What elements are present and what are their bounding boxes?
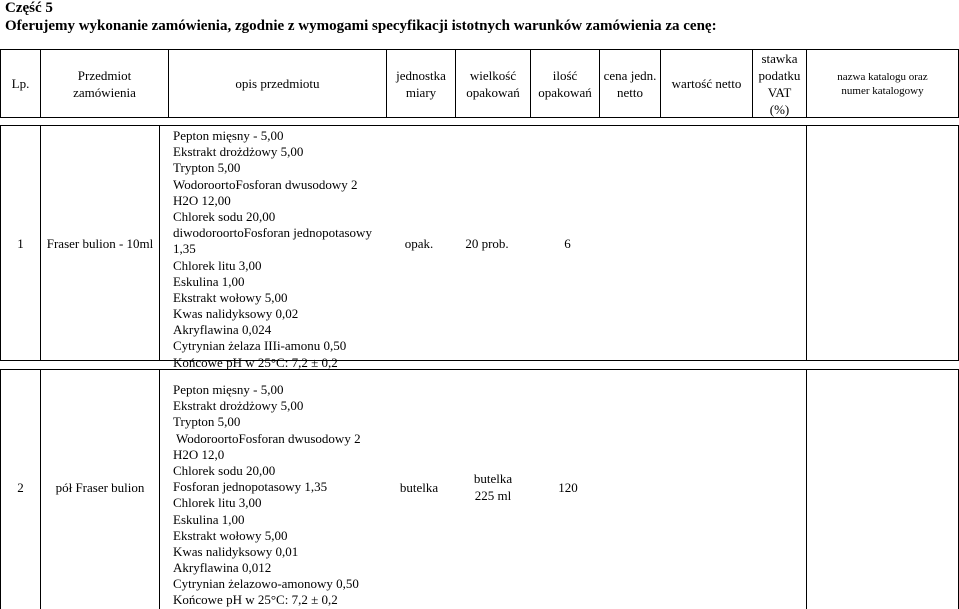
header-przedmiot [41,50,168,117]
row2-jednostka [393,370,445,604]
header-katalog-line2: numer katalogowy [841,84,924,97]
row1-opis-line: WodoroortoFosforan dwusodowy 2 [173,176,358,192]
row2-opis-line: Końcowe pH w 25°C: 7,2 ± 0,2 [173,592,338,608]
row1-wielkosc [452,126,522,360]
header-katalog-line1: nazwa katalogu oraz [837,70,928,83]
header-jednostka-line1: jednostka [396,67,446,83]
row2-lp [1,370,40,604]
header-ilosc-line2: opakowań [538,84,592,100]
header-bottom-line [0,117,959,118]
row2-ilosc [553,370,583,604]
row1-opis-line: Eskulina 1,00 [173,273,245,289]
row1-wielkosc-text: 20 prob. [465,235,509,251]
row2-jednostka-text: butelka [399,479,439,495]
row1-jednostka-text: opak. [404,235,434,251]
row1-opis [173,128,372,371]
header-przedmiot-line1: Przedmiot [77,67,132,83]
row2-opis-line: Chlorek sodu 20,00 [173,462,276,478]
row2-opis-line: Ekstrakt wołowy 5,00 [173,527,288,543]
row2-ilosc-text: 120 [558,479,578,495]
row2-col-line [806,369,807,609]
row2-opis-line: Chlorek litu 3,00 [173,495,262,511]
header-jednostka-line2: miary [405,84,437,100]
row1-opis-line: H2O 12,00 [173,192,231,208]
header-cena [600,50,660,117]
header-opis-text: opis przedmiotu [235,76,320,91]
header-stawka-line3: VAT [767,84,792,100]
header-ilosc [531,50,599,117]
header-cena-line1: cena jedn. [603,67,657,83]
row1-opis-line: Ekstrakt wołowy 5,00 [173,289,288,305]
row1-jednostka [397,126,441,360]
row1-przedmiot-text: Fraser bulion - 10ml [46,235,154,251]
row1-opis-line: Cytrynian żelaza IIIi-amonu 0,50 [173,338,347,354]
header-cena-line2: netto [617,84,643,100]
row2-opis-line: Kwas nalidyksowy 0,01 [173,543,299,559]
header-wielkosc-line2: opakowań [466,84,520,100]
row2-lp-text: 2 [17,479,24,495]
row1-col-line [159,125,160,361]
row1-ilosc-text: 6 [564,235,571,251]
row1-lp [1,126,40,360]
row2-opis [173,382,361,609]
offer-statement: Oferujemy wykonanie zamówienia, zgodnie z wymogami specyfikacji istotnych warunków zamówienia za cenę: [5,18,717,34]
header-wielkosc-line1: wielkość [469,67,517,83]
header-lp [1,50,40,117]
row2-opis-line: Fosforan jednopotasowy 1,35 [173,479,328,495]
row1-opis-line: diwodoroortoFosforan jednopotasowy [173,225,372,241]
row1-opis-line: Trypton 5,00 [173,160,241,176]
row2-przedmiot [41,370,159,604]
row1-opis-line: Chlorek litu 3,00 [173,257,262,273]
row2-opis-line: Cytrynian żelazowo-amonowy 0,50 [173,576,359,592]
row1-bottom-line [0,360,959,361]
row1-ilosc [555,126,580,360]
row1-opis-line: Końcowe pH w 25°C: 7,2 ± 0,2 [173,354,338,370]
row1-opis-line: Chlorek sodu 20,00 [173,208,276,224]
header-jednostka [387,50,455,117]
header-wartosc [661,50,752,117]
part-title: Część 5 [5,0,53,16]
row1-lp-text: 1 [17,235,24,251]
header-opis [169,50,386,117]
row1-przedmiot [41,126,159,360]
row2-opis-line: Akryflawina 0,012 [173,560,272,576]
header-wielkosc [456,50,530,117]
header-stawka-line1: stawka [761,50,798,66]
row2-wielkosc-line2: 225 ml [474,488,512,503]
row2-przedmiot-text: pół Fraser bulion [55,479,145,495]
row2-opis-line: Eskulina 1,00 [173,511,245,527]
header-przedmiot-line2: zamówienia [73,84,136,100]
row2-opis-line: WodoroortoFosforan dwusodowy 2 [173,430,361,446]
row2-opis-line: Ekstrakt drożdżowy 5,00 [173,398,304,414]
row1-opis-line: Pepton mięsny - 5,00 [173,128,284,143]
row2-wielkosc [463,370,523,604]
row1-col-line [806,125,807,361]
header-lp-text: Lp. [11,76,30,91]
row2-opis-line: Pepton mięsny - 5,00 [173,382,284,397]
header-stawka-line4: (%) [769,101,790,117]
row1-opis-line: Kwas nalidyksowy 0,02 [173,306,299,322]
header-katalog [807,50,958,117]
header-ilosc-line1: ilość [552,67,578,83]
header-stawka [753,50,806,117]
row2-opis-line: Trypton 5,00 [173,414,241,430]
header-wartosc-text: wartość netto [671,76,742,91]
row1-opis-line: 1,35 [173,241,196,257]
row2-col-line [159,369,160,609]
row2-wielkosc-line1: butelka [473,471,513,486]
row1-opis-line: Ekstrakt drożdżowy 5,00 [173,144,304,160]
row1-opis-line: Akryflawina 0,024 [173,322,272,338]
row2-opis-line: H2O 12,0 [173,446,225,462]
header-stawka-line2: podatku [758,67,801,83]
